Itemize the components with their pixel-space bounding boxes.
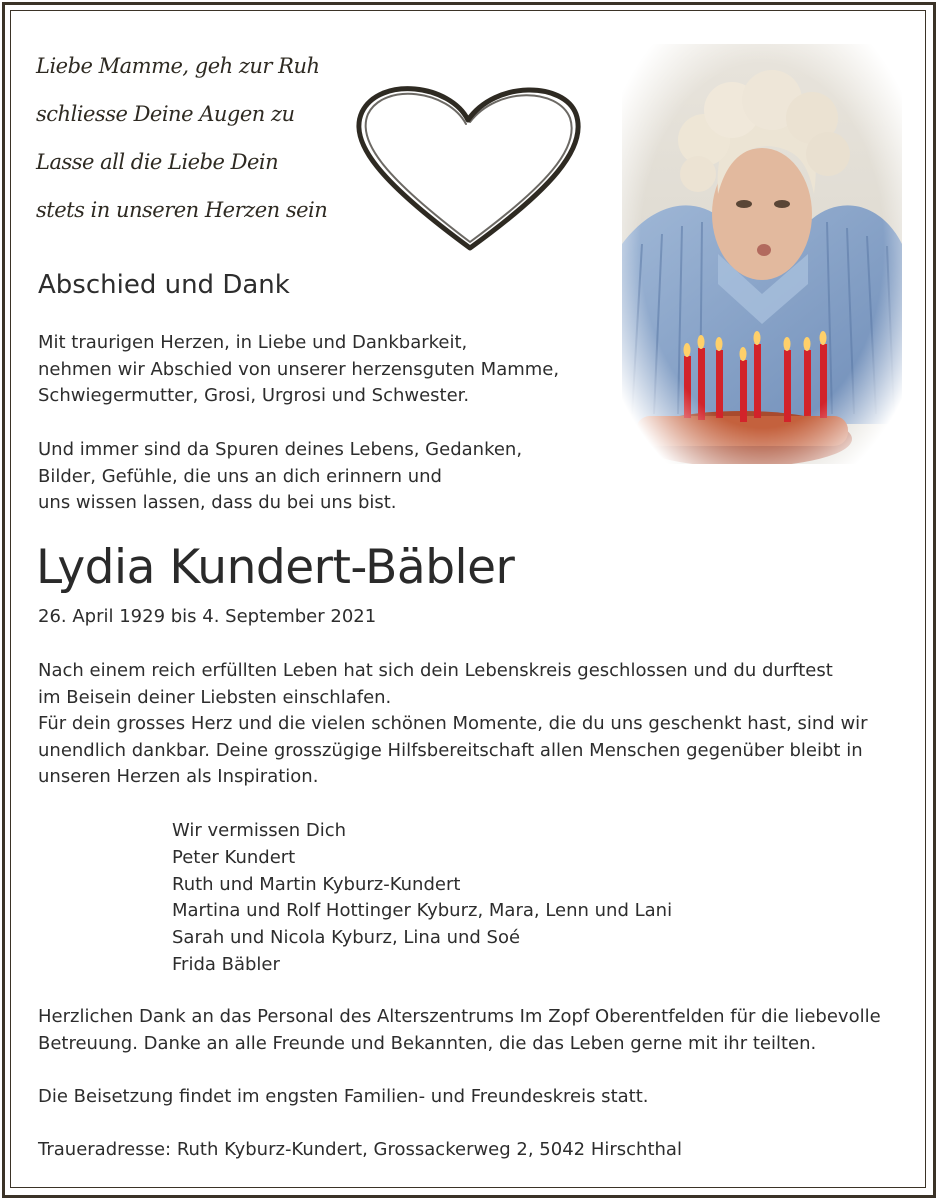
- signatories: [172, 818, 672, 979]
- text-line: Herzlichen Dank an das Personal des Alterszentrums Im Zopf Oberentfelden für die liebevolle: [38, 1006, 881, 1027]
- intro-paragraph: [38, 330, 559, 410]
- text-line: Mit traurigen Herzen, in Liebe und Dankbarkeit,: [38, 332, 468, 353]
- thanks-paragraph: [38, 1004, 881, 1057]
- deceased-name: Lydia Kundert-Bäbler: [36, 540, 515, 595]
- life-dates: 26. April 1929 bis 4. September 2021: [38, 606, 377, 627]
- signatory: Wir vermissen Dich: [172, 820, 346, 841]
- text-line: uns wissen lassen, dass du bei uns bist.: [38, 492, 397, 513]
- signatory: Peter Kundert: [172, 846, 296, 868]
- signatory: Frida Bäbler: [172, 953, 280, 975]
- signatory: Sarah und Nicola Kyburz, Lina und Soé: [172, 927, 521, 949]
- text-line: im Beisein deiner Liebsten einschlafen.: [38, 686, 392, 708]
- text-line: Für dein grosses Herz und die vielen schönen Momente, die du uns geschenkt hast, sind wir: [38, 713, 868, 734]
- poem-line: Lasse all die Liebe Dein: [36, 150, 279, 174]
- text-line: Nach einem reich erfüllten Leben hat sich dein Lebenskreis geschlossen und du durftest: [38, 660, 833, 681]
- tribute-paragraph: [38, 658, 868, 791]
- text-line: Betreuung. Danke an alle Freunde und Bekannten, die das Leben gerne mit ihr teilten.: [38, 1032, 817, 1054]
- text-line: unseren Herzen als Inspiration.: [38, 766, 319, 787]
- poem-line: Liebe Mamme, geh zur Ruh: [36, 54, 320, 78]
- text-line: Und immer sind da Spuren deines Lebens, Gedanken,: [38, 439, 523, 460]
- portrait-photo: [622, 44, 902, 464]
- signatory: Martina und Rolf Hottinger Kyburz, Mara, Lenn und Lani: [172, 900, 673, 922]
- funeral-note: Die Beisetzung findet im engsten Familien- und Freundeskreis statt.: [38, 1086, 649, 1107]
- section-heading: Abschied und Dank: [38, 270, 290, 300]
- poem: [36, 42, 366, 234]
- memory-paragraph: [38, 437, 522, 517]
- mourning-address: Traueradresse: Ruth Kyburz-Kundert, Grossackerweg 2, 5042 Hirschthal: [38, 1139, 682, 1160]
- poem-line: stets in unseren Herzen sein: [36, 198, 328, 222]
- text-line: nehmen wir Abschied von unserer herzensguten Mamme,: [38, 358, 560, 380]
- signatory: Ruth und Martin Kyburz-Kundert: [172, 873, 461, 895]
- text-line: Bilder, Gefühle, die uns an dich erinnern und: [38, 465, 442, 487]
- text-line: Schwiegermutter, Grosi, Urgrosi und Schwester.: [38, 385, 470, 406]
- text-line: unendlich dankbar. Deine grosszügige Hilfsbereitschaft allen Menschen gegenüber bleibt in: [38, 739, 863, 761]
- heart-outline-icon: [350, 72, 590, 257]
- poem-line: schliesse Deine Augen zu: [36, 102, 295, 126]
